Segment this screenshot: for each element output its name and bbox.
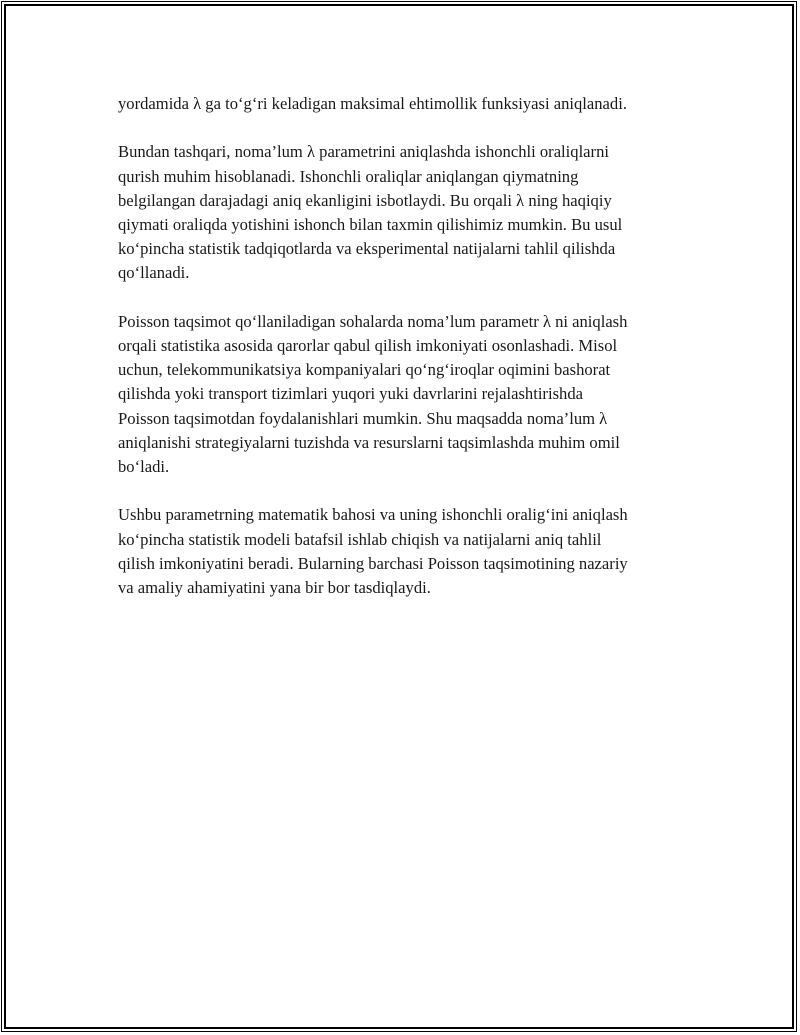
paragraph-2: Bundan tashqari, noma’lum λ parametrini aniqlashda ishonchli oraliqlarni qurish muhim hisoblanadi. Ishonchli oraliqlar aniqlangan qiymatning belgilangan darajadagi aniq ekanligini isbotlaydi. Bu orqali λ ning haqiqiy qiymati oraliqda yotishini ishonch bilan taxmin qilishimiz mumkin. Bu usul ko‘pincha statistik tadqiqotlarda va eksperimental natijalarni tahlil qilishda qo‘llanadi. (118, 142, 623, 283)
paragraph-4: Ushbu parametrning matematik bahosi va uning ishonchli oralig‘ini aniqlash ko‘pincha statistik modeli batafsil ishlab chiqish va natijalarni aniq tahlil qilish imkoniyatini beradi. Bularning barchasi Poisson taqsimotining nazariy va amaliy ahamiyatini yana bir bor tasdiqlaydi. (118, 505, 628, 598)
document-body (118, 92, 690, 624)
paragraph-1: yordamida λ ga to‘g‘ri keladigan maksimal ehtimollik funksiyasi aniqlanadi. (118, 94, 627, 113)
paragraph-3: Poisson taqsimot qo‘llaniladigan sohalarda noma’lum parametr λ ni aniqlash orqali statistika asosida qarorlar qabul qilish imkoniyati osonlashadi. Misol uchun, telekommunikatsiya kompaniyalari qo‘ng‘iroqlar oqimini bashorat qilishda yoki transport tizimlari yuqori yuki davrlarini rejalashtirishda Poisson taqsimotdan foydalanishlari mumkin. Shu maqsadda noma’lum λ aniqlanishi strategiyalarni tuzishda va resurslarni taqsimlashda muhim omil bo‘ladi. (118, 311, 628, 477)
